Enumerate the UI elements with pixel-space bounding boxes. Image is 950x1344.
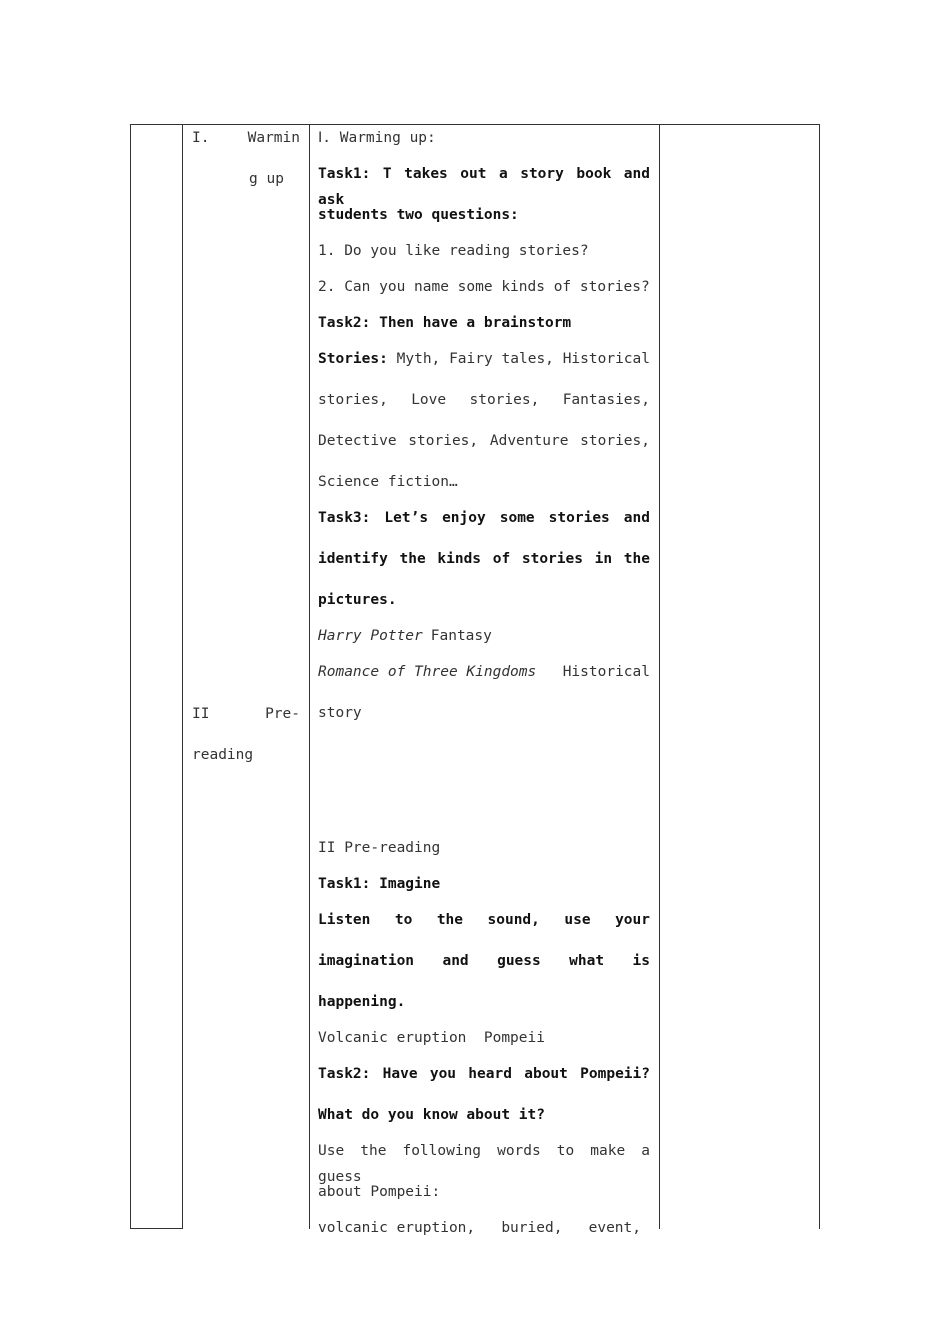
words-line: volcanic eruption, buried, event, <box>318 1220 642 1236</box>
first-column-bottom-border <box>130 1228 183 1229</box>
question-1: 1. Do you like reading stories? <box>318 243 589 259</box>
step-numeral: II <box>192 706 210 722</box>
use-words-line2: about Pompeii: <box>318 1184 441 1200</box>
warming-heading: Ⅰ. Warming up: <box>318 130 436 146</box>
step-name-part2: reading <box>192 747 254 763</box>
stories-line3: Detective stories, Adventure stories, <box>318 433 650 449</box>
table-right-border <box>819 124 820 1229</box>
prereading-task1: Task1: Imagine <box>318 876 441 892</box>
example-2 <box>318 659 650 700</box>
answer-line: Volcanic eruption Pompeii <box>318 1030 545 1046</box>
task3-line3: pictures. <box>318 592 397 608</box>
example1-kind: Fantasy <box>430 628 492 644</box>
table-left-border <box>130 124 131 1229</box>
question-2: 2. Can you name some kinds of stories? <box>318 279 650 295</box>
step-warming-up <box>192 125 300 207</box>
prereading-heading: II Pre-reading <box>318 840 441 856</box>
task2-brainstorm: Task2: Then have a brainstorm <box>318 315 572 331</box>
step-pre-reading <box>192 701 300 783</box>
content-column <box>318 125 650 1241</box>
example-1 <box>318 623 650 659</box>
use-words-line1: Use the following words to make a guess <box>318 1143 650 1185</box>
stories-line4: Science fiction… <box>318 474 458 490</box>
column-divider-1 <box>182 124 183 1229</box>
step-name-part1: Pre- <box>265 706 300 722</box>
listen-line3: happening. <box>318 994 406 1010</box>
example2-kind-part1: Historical <box>562 664 650 680</box>
task3-line1: Task3: Let’s enjoy some stories and <box>318 510 650 526</box>
stories-line1 <box>318 346 650 387</box>
prereading-task2-line1: Task2: Have you heard about Pompeii? <box>318 1066 650 1082</box>
task1-line2: students two questions: <box>318 207 519 223</box>
stories-line2: stories, Love stories, Fantasies, <box>318 392 650 408</box>
column-divider-3 <box>659 124 660 1229</box>
prereading-task2-line2: What do you know about it? <box>318 1107 545 1123</box>
stories-list-start: Myth, Fairy tales, Historical <box>396 351 650 367</box>
listen-line2: imagination and guess what is <box>318 953 650 969</box>
example2-kind-part2: story <box>318 705 362 721</box>
task1-line1: Task1: T takes out a story book and ask <box>318 166 650 208</box>
example1-title: Harry Potter <box>318 628 423 644</box>
column-divider-2 <box>309 124 310 1229</box>
step-numeral: I. <box>192 130 210 146</box>
listen-line1: Listen to the sound, use your <box>318 912 650 928</box>
stories-label: Stories: <box>318 351 388 367</box>
step-name-part1: Warmin <box>247 130 300 146</box>
task3-line2: identify the kinds of stories in the <box>318 551 650 567</box>
step-name-part2: g up <box>249 171 284 187</box>
example2-title: Romance of Three Kingdoms <box>318 664 537 680</box>
